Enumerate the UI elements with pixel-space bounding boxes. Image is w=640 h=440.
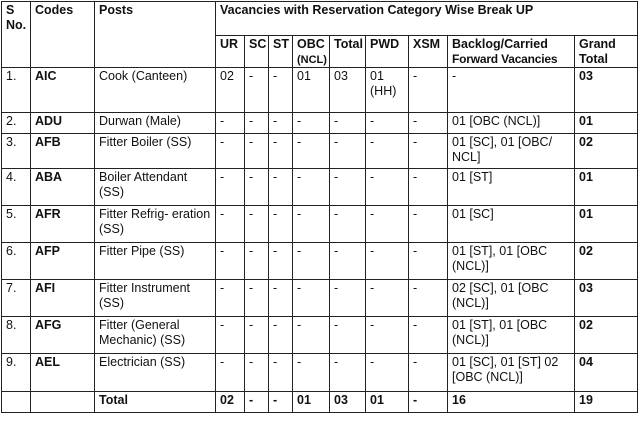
cell-total: -: [330, 113, 366, 134]
cell-total: -: [330, 354, 366, 392]
cell-sno: 8.: [2, 317, 31, 354]
header-total: Total: [330, 36, 366, 68]
table-row: [2, 113, 638, 134]
cell-sno: 5.: [2, 206, 31, 243]
cell-st: -: [269, 354, 293, 392]
cell-post: Durwan (Male): [95, 113, 216, 134]
table-row: [2, 243, 638, 280]
cell-sc: -: [245, 113, 269, 134]
header-posts: Posts: [95, 2, 216, 68]
header-category-title: Vacancies with Reservation Category Wise Break UP: [216, 2, 638, 36]
header-row-top: [2, 2, 638, 36]
cell-st: -: [269, 134, 293, 169]
cell-obc: -: [293, 113, 330, 134]
cell-post: Fitter (General Mechanic) (SS): [95, 317, 216, 354]
cell-obc: -: [293, 354, 330, 392]
cell-st: -: [269, 317, 293, 354]
table-row: [2, 68, 638, 113]
cell-xsm: -: [409, 243, 448, 280]
cell-post: Cook (Canteen): [95, 68, 216, 113]
cell-backlog: 01 [SC], 01 [ST] 02 [OBC (NCL)]: [448, 354, 575, 392]
cell-grand-total: 01: [575, 206, 638, 243]
cell-backlog: 01 [OBC (NCL)]: [448, 113, 575, 134]
cell-sc: -: [245, 134, 269, 169]
cell-st: -: [269, 113, 293, 134]
totals-obc: 01: [293, 392, 330, 413]
cell-code: AFB: [31, 134, 95, 169]
cell-sc: -: [245, 354, 269, 392]
cell-obc: -: [293, 169, 330, 206]
cell-code: ABA: [31, 169, 95, 206]
cell-code: AEL: [31, 354, 95, 392]
cell-pwd: -: [366, 206, 409, 243]
cell-backlog: 02 [SC], 01 [OBC (NCL)]: [448, 280, 575, 317]
cell-sno: 1.: [2, 68, 31, 113]
cell-ur: -: [216, 113, 245, 134]
cell-st: -: [269, 243, 293, 280]
totals-grand: 19: [575, 392, 638, 413]
table-row: [2, 280, 638, 317]
table-row: [2, 317, 638, 354]
cell-code: AIC: [31, 68, 95, 113]
cell-ur: -: [216, 280, 245, 317]
cell-sc: -: [245, 206, 269, 243]
cell-total: -: [330, 206, 366, 243]
cell-backlog: 01 [ST], 01 [OBC (NCL)]: [448, 317, 575, 354]
totals-label: Total: [95, 392, 216, 413]
cell-total: -: [330, 317, 366, 354]
cell-ur: 02: [216, 68, 245, 113]
cell-sno: 2.: [2, 113, 31, 134]
totals-st: -: [269, 392, 293, 413]
cell-total: -: [330, 280, 366, 317]
cell-sno: 9.: [2, 354, 31, 392]
cell-xsm: -: [409, 169, 448, 206]
cell-xsm: -: [409, 113, 448, 134]
cell-sc: -: [245, 68, 269, 113]
cell-pwd: -: [366, 280, 409, 317]
cell-grand-total: 03: [575, 68, 638, 113]
cell-grand-total: 03: [575, 280, 638, 317]
cell-ur: -: [216, 169, 245, 206]
table-row: [2, 354, 638, 392]
cell-backlog: 01 [ST]: [448, 169, 575, 206]
totals-code: [31, 392, 95, 413]
cell-obc: -: [293, 243, 330, 280]
cell-sc: -: [245, 243, 269, 280]
cell-sno: 3.: [2, 134, 31, 169]
cell-pwd: -: [366, 113, 409, 134]
totals-row: [2, 392, 638, 413]
cell-grand-total: 02: [575, 134, 638, 169]
cell-code: AFG: [31, 317, 95, 354]
cell-sno: 7.: [2, 280, 31, 317]
cell-grand-total: 01: [575, 169, 638, 206]
cell-obc: -: [293, 134, 330, 169]
cell-backlog: 01 [SC]: [448, 206, 575, 243]
cell-ur: -: [216, 206, 245, 243]
cell-post: Fitter Boiler (SS): [95, 134, 216, 169]
header-obc-line2: (NCL): [297, 53, 327, 66]
cell-obc: -: [293, 280, 330, 317]
cell-total: -: [330, 134, 366, 169]
cell-grand-total: 01: [575, 113, 638, 134]
cell-st: -: [269, 169, 293, 206]
cell-total: 03: [330, 68, 366, 113]
header-sc: SC: [245, 36, 269, 68]
cell-pwd: 01 (HH): [366, 68, 409, 113]
header-backlog-line1: Backlog/Carried: [452, 37, 548, 51]
cell-st: -: [269, 206, 293, 243]
cell-grand-total: 04: [575, 354, 638, 392]
cell-sc: -: [245, 169, 269, 206]
totals-sc: -: [245, 392, 269, 413]
header-sno: S No.: [2, 2, 31, 68]
table-body: [2, 68, 638, 392]
cell-total: -: [330, 243, 366, 280]
header-pwd: PWD: [366, 36, 409, 68]
header-st: ST: [269, 36, 293, 68]
totals-xsm: -: [409, 392, 448, 413]
header-grand-total: [575, 36, 638, 68]
cell-obc: -: [293, 206, 330, 243]
header-backlog-line2: Forward Vacancies: [452, 51, 558, 66]
header-obc-line1: OBC: [297, 37, 325, 51]
cell-xsm: -: [409, 317, 448, 354]
cell-total: -: [330, 169, 366, 206]
table-row: [2, 134, 638, 169]
header-backlog: [448, 36, 575, 68]
cell-xsm: -: [409, 68, 448, 113]
cell-ur: -: [216, 317, 245, 354]
cell-post: Boiler Attendant (SS): [95, 169, 216, 206]
cell-obc: -: [293, 317, 330, 354]
table-row: [2, 206, 638, 243]
cell-sc: -: [245, 280, 269, 317]
cell-st: -: [269, 68, 293, 113]
cell-xsm: -: [409, 134, 448, 169]
totals-pwd: 01: [366, 392, 409, 413]
cell-pwd: -: [366, 134, 409, 169]
totals-ur: 02: [216, 392, 245, 413]
cell-post: Fitter Instrument (SS): [95, 280, 216, 317]
cell-sno: 4.: [2, 169, 31, 206]
cell-backlog: 01 [SC], 01 [OBC/ NCL]: [448, 134, 575, 169]
header-grand-line2: Total: [579, 51, 608, 66]
cell-grand-total: 02: [575, 243, 638, 280]
cell-code: ADU: [31, 113, 95, 134]
cell-ur: -: [216, 134, 245, 169]
cell-ur: -: [216, 354, 245, 392]
cell-sno: 6.: [2, 243, 31, 280]
cell-pwd: -: [366, 243, 409, 280]
cell-code: AFR: [31, 206, 95, 243]
cell-pwd: -: [366, 169, 409, 206]
cell-backlog: 01 [ST], 01 [OBC (NCL)]: [448, 243, 575, 280]
header-ur: UR: [216, 36, 245, 68]
cell-st: -: [269, 280, 293, 317]
cell-pwd: -: [366, 317, 409, 354]
totals-total: 03: [330, 392, 366, 413]
cell-xsm: -: [409, 206, 448, 243]
totals-backlog: 16: [448, 392, 575, 413]
cell-code: AFI: [31, 280, 95, 317]
cell-grand-total: 02: [575, 317, 638, 354]
cell-ur: -: [216, 243, 245, 280]
header-obc: [293, 36, 330, 68]
cell-post: Fitter Refrig- eration (SS): [95, 206, 216, 243]
cell-pwd: -: [366, 354, 409, 392]
cell-post: Electrician (SS): [95, 354, 216, 392]
cell-obc: 01: [293, 68, 330, 113]
totals-sno: [2, 392, 31, 413]
vacancy-table: [1, 1, 638, 413]
cell-code: AFP: [31, 243, 95, 280]
header-grand-line1: Grand: [579, 37, 616, 51]
header-codes: Codes: [31, 2, 95, 68]
header-xsm: XSM: [409, 36, 448, 68]
cell-sc: -: [245, 317, 269, 354]
cell-xsm: -: [409, 354, 448, 392]
table-row: [2, 169, 638, 206]
cell-post: Fitter Pipe (SS): [95, 243, 216, 280]
cell-backlog: -: [448, 68, 575, 113]
cell-xsm: -: [409, 280, 448, 317]
